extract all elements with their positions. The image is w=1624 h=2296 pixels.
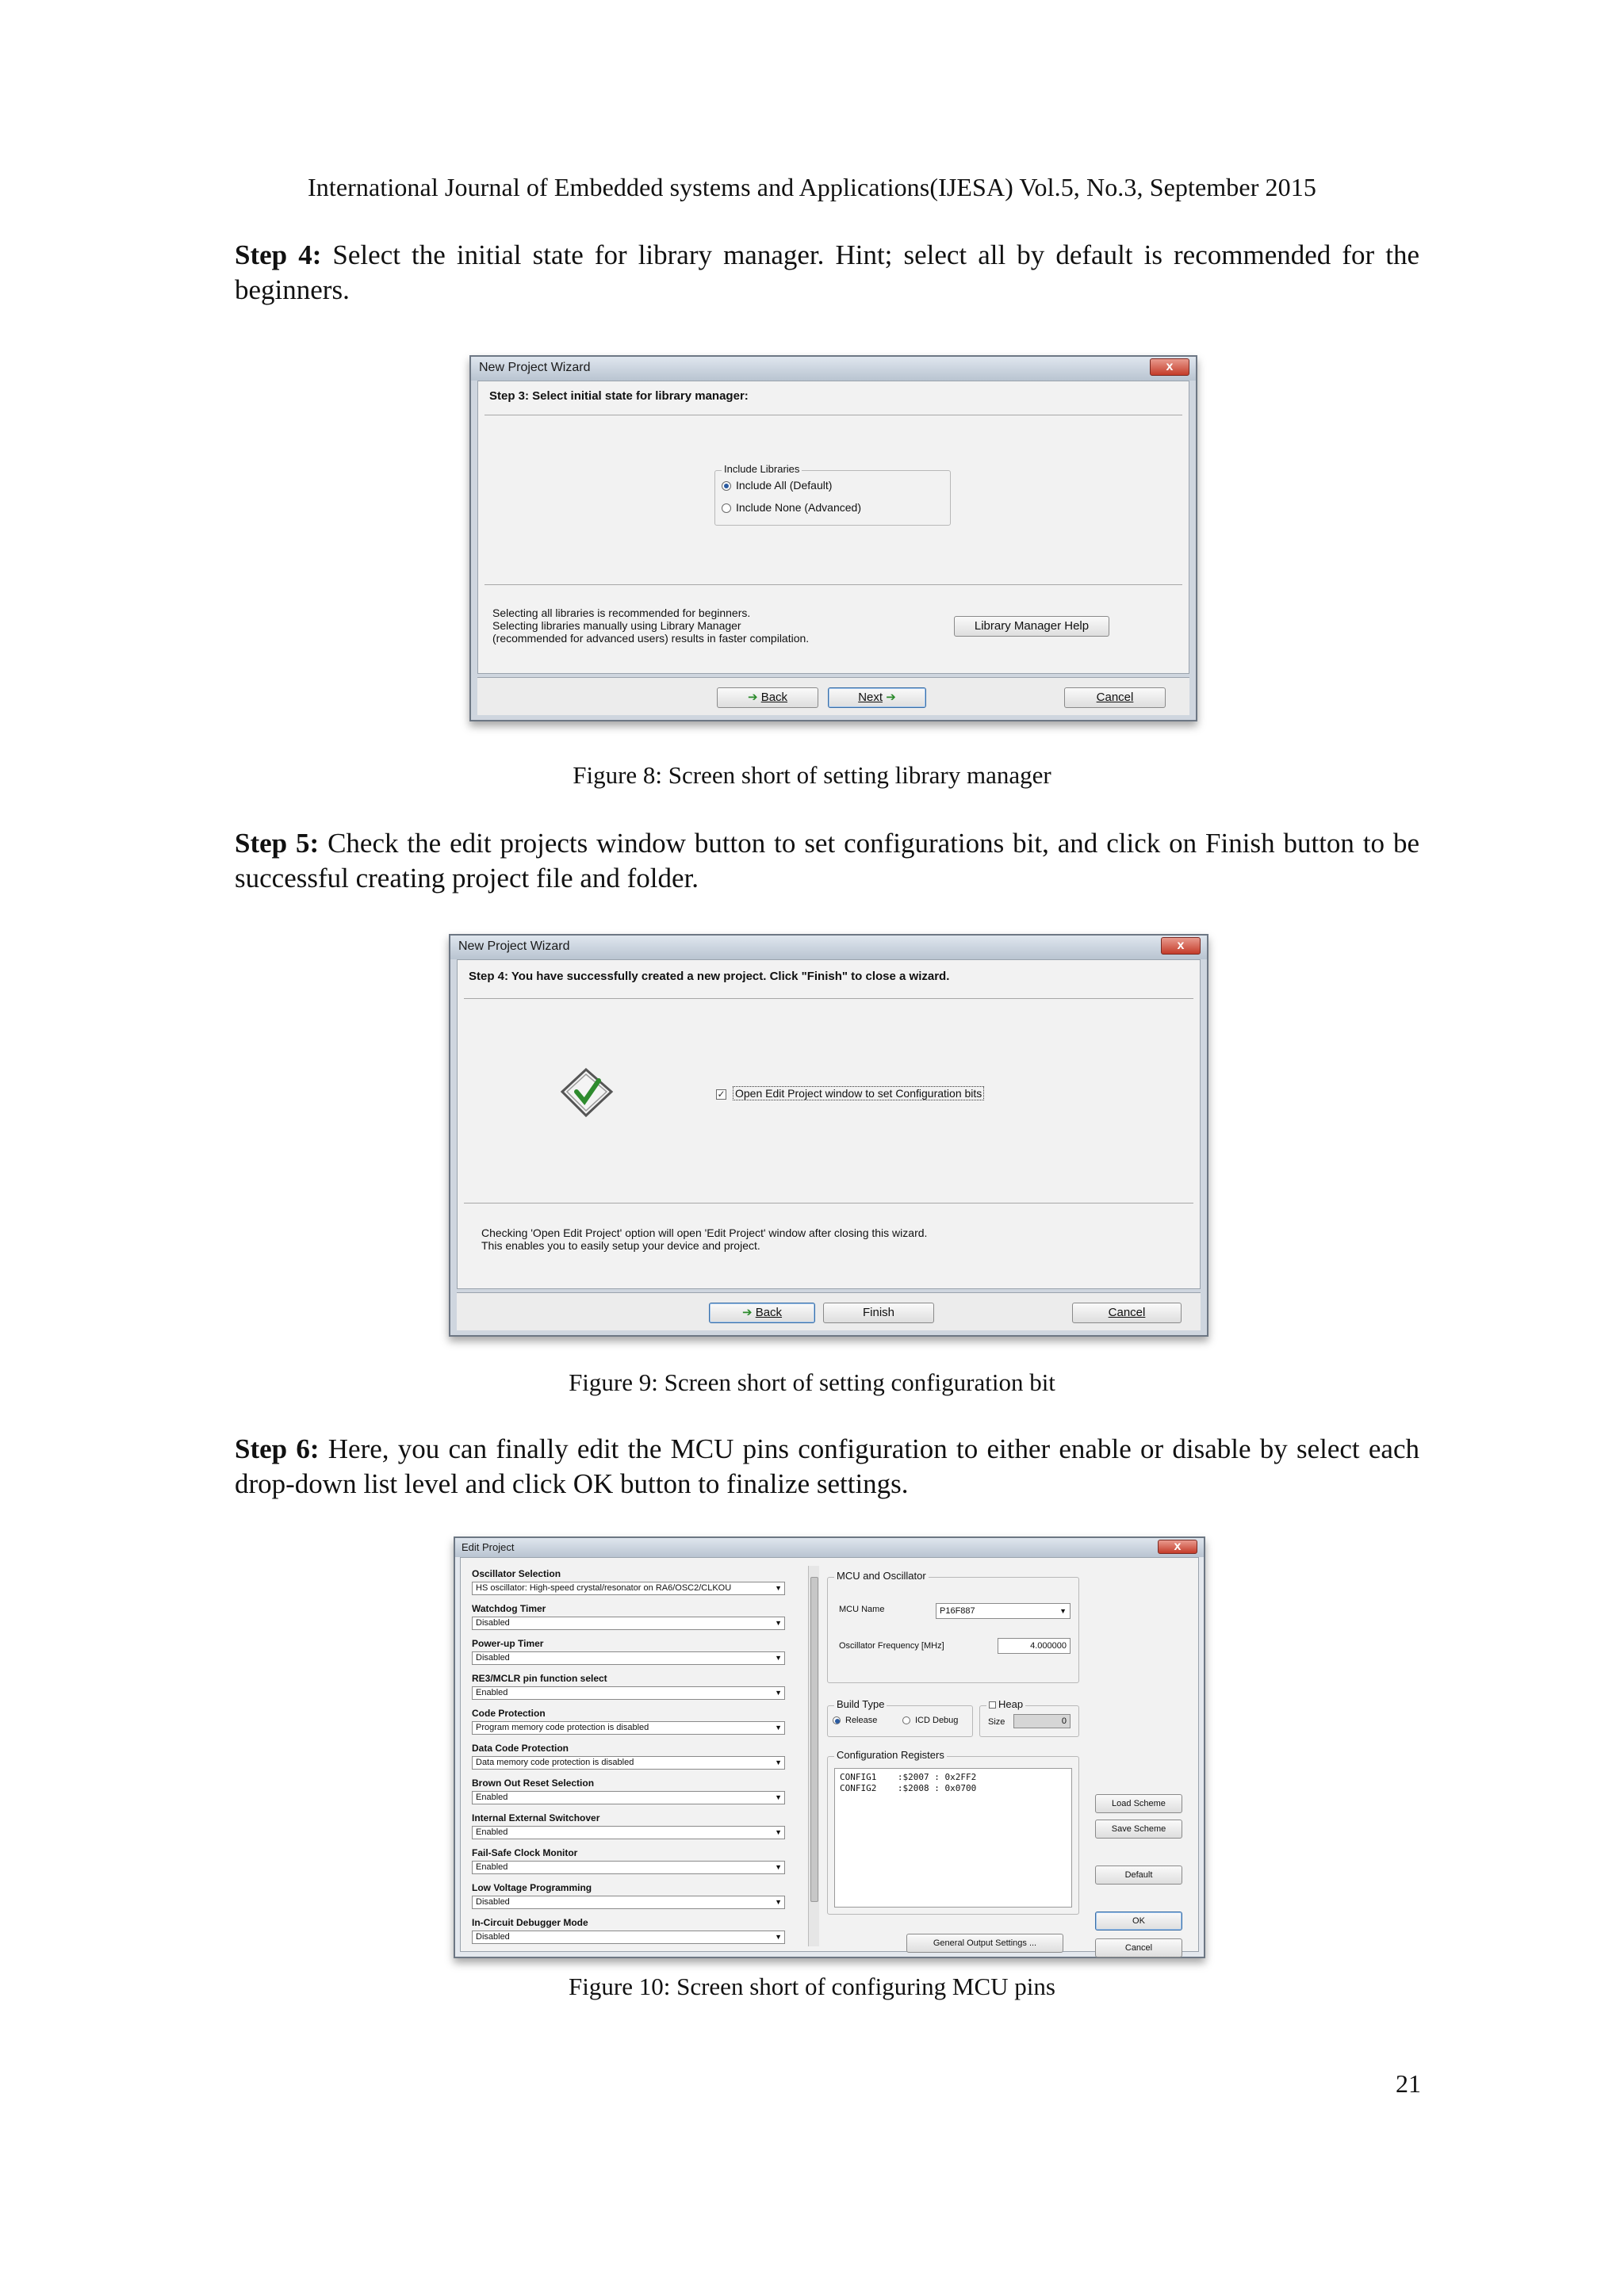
include-libraries-group [714,463,951,526]
dropdown-arrow-icon: ▼ [775,1933,782,1941]
fig10-close-button[interactable]: x [1158,1540,1197,1554]
dropdown-arrow-icon: ▼ [775,1689,782,1697]
fig9-title: New Project Wizard [458,939,570,953]
fig8-note [492,607,809,645]
dropdown-value: Disabled [476,1897,510,1907]
dropdown-arrow-icon: ▼ [775,1724,782,1732]
heap-group [979,1698,1079,1737]
config-register-line: CONFIG2 :$2008 : 0x0700 [840,1783,977,1793]
dropdown-value: Disabled [476,1618,510,1628]
fig10-client [460,1557,1199,1952]
fig8-bottom-divider [485,584,1182,585]
setting-dropdown[interactable] [472,1617,785,1630]
setting-dropdown[interactable] [472,1861,785,1874]
fig9-note-line: This enables you to easily setup your device and project. [481,1239,760,1252]
dropdown-value: Disabled [476,1653,510,1663]
dropdown-value: Enabled [476,1827,508,1837]
setting-label: Internal External Switchover [472,1812,600,1823]
next-button[interactable] [828,687,926,708]
dropdown-arrow-icon: ▼ [775,1619,782,1627]
setting-label: Data Code Protection [472,1743,569,1754]
fig8-client [477,381,1189,674]
dropdown-arrow-icon: ▼ [775,1898,782,1906]
dropdown-value: Enabled [476,1688,508,1697]
finish-button[interactable]: Finish [823,1303,934,1323]
setting-dropdown[interactable] [472,1756,785,1770]
figure9-window [449,934,1208,1337]
setting-mclr [472,1670,803,1705]
fig8-close-button[interactable]: x [1150,358,1189,376]
dropdown-arrow-icon: ▼ [775,1654,782,1662]
heap-checkbox-icon[interactable] [989,1701,996,1709]
setting-label: Code Protection [472,1708,546,1719]
checkbox-checked-icon: ✓ [717,1088,726,1100]
fig8-note-line: Selecting libraries manually using Library Manager [492,619,741,632]
setting-label: Oscillator Selection [472,1568,561,1579]
default-button[interactable]: Default [1095,1866,1182,1885]
fig8-titlebar [471,357,1196,381]
setting-code-protection [472,1705,803,1740]
figure10-caption: Figure 10: Screen short of configuring MCU pins [569,1973,1055,2000]
setting-label: Power-up Timer [472,1638,544,1649]
setting-powerup [472,1636,803,1670]
setting-switchover [472,1810,803,1845]
dropdown-value: Enabled [476,1793,508,1802]
include-all-option[interactable] [722,479,832,492]
step4-label: Step 4: [235,239,322,270]
setting-dropdown[interactable] [472,1582,785,1595]
setting-dropdown[interactable] [472,1721,785,1735]
release-option[interactable] [833,1716,877,1725]
include-all-label: Include All (Default) [736,479,833,492]
setting-label: Brown Out Reset Selection [472,1777,595,1789]
page-number: 21 [1396,2069,1421,2098]
build-type-legend: Build Type [834,1698,887,1710]
configuration-registers-list[interactable] [834,1768,1072,1908]
fig9-button-bar [457,1292,1201,1330]
back-button[interactable] [717,687,818,708]
open-edit-project-option[interactable] [716,1087,984,1100]
heap-legend [986,1698,1025,1710]
load-scheme-button[interactable]: Load Scheme [1095,1794,1182,1813]
setting-fail-safe [472,1845,803,1880]
osc-frequency-input[interactable]: 4.000000 [998,1638,1071,1654]
include-none-option[interactable] [722,501,861,514]
heap-size-input[interactable]: 0 [1013,1714,1071,1728]
scrollbar-thumb[interactable] [810,1577,818,1902]
release-radio-icon [833,1716,841,1724]
setting-watchdog [472,1601,803,1636]
build-type-group [827,1698,973,1737]
step6-paragraph [235,1432,1419,1502]
figure9-caption: Figure 9: Screen short of setting configuration bit [569,1368,1055,1396]
mcu-name-select[interactable] [936,1603,1071,1619]
figure10-window [454,1536,1205,1958]
cancel-label: Cancel [1108,1306,1146,1319]
config-register-line: CONFIG1 :$2007 : 0x2FF2 [840,1772,977,1782]
fig8-note-line: Selecting all libraries is recommended for beginners. [492,607,751,619]
setting-dropdown[interactable] [472,1686,785,1700]
general-output-settings-button[interactable]: General Output Settings ... [906,1934,1063,1953]
setting-dropdown[interactable] [472,1826,785,1839]
setting-brown-out [472,1775,803,1810]
cancel-button[interactable] [1072,1303,1182,1323]
dropdown-arrow-icon: ▼ [775,1793,782,1801]
ok-button[interactable]: OK [1095,1911,1182,1931]
osc-frequency-label: Oscillator Frequency [MHz] [839,1641,944,1651]
mcu-oscillator-group [827,1570,1079,1683]
fig9-note-line: Checking 'Open Edit Project' option will open 'Edit Project' window after closing this wizard. [481,1226,928,1239]
next-arrow-icon: ➔ [886,691,896,704]
fig9-titlebar [450,936,1207,959]
configuration-registers-legend: Configuration Registers [834,1749,947,1761]
fig9-note [481,1226,927,1252]
fig10-titlebar [455,1538,1204,1557]
setting-oscillator [472,1566,803,1601]
setting-dropdown[interactable] [472,1896,785,1909]
release-label: Release [845,1716,878,1725]
open-edit-project-label: Open Edit Project window to set Configuration bits [733,1086,984,1100]
next-label: Next [858,691,883,704]
setting-label: Fail-Safe Clock Monitor [472,1847,578,1858]
dropdown-arrow-icon: ▼ [775,1863,782,1871]
config-settings-list [472,1566,803,1950]
mcu-name-label: MCU Name [839,1605,885,1614]
size-label: Size [988,1717,1005,1727]
setting-dropdown[interactable] [472,1651,785,1665]
fig9-step-title: Step 4: You have successfully created a new project. Click "Finish" to close a wizard. [469,970,950,983]
fig8-title: New Project Wizard [479,361,591,374]
fig8-note-line: (recommended for advanced users) results in faster compilation. [492,632,810,645]
include-none-radio-icon [722,503,731,513]
dropdown-value: HS oscillator: High-speed crystal/resonator on RA6/OSC2/CLKOU [476,1583,732,1593]
dropdown-value: Data memory code protection is disabled [476,1758,634,1767]
back-label: Back [760,691,788,704]
dropdown-value: Disabled [476,1932,510,1942]
cancel-button[interactable] [1064,687,1166,708]
back-label: Back [755,1306,783,1319]
library-manager-help-button[interactable]: Library Manager Help [954,616,1109,637]
icd-debug-radio-icon [902,1716,910,1724]
dropdown-value: Enabled [476,1862,508,1872]
fig8-step-title: Step 3: Select initial state for library manager: [489,389,749,403]
setting-icd-mode [472,1915,803,1950]
step5-text: Check the edit projects window button to set configurations bit, and click on Finish button to be successful creating project file and folder. [235,828,1419,894]
figure8-caption: Figure 8: Screen short of setting library manager [573,761,1051,789]
setting-data-code-protection [472,1740,803,1775]
step5-paragraph [235,826,1419,896]
back-button[interactable] [709,1303,815,1323]
dropdown-arrow-icon: ▼ [1059,1607,1067,1615]
cancel-button[interactable]: Cancel [1095,1938,1182,1957]
mcu-oscillator-legend: MCU and Oscillator [834,1570,929,1582]
configuration-registers-group [827,1749,1079,1915]
setting-dropdown[interactable] [472,1791,785,1804]
back-arrow-icon: ➔ [741,1306,753,1319]
fig10-title: Edit Project [462,1541,515,1553]
journal-header: International Journal of Embedded systems and Applications(IJESA) Vol.5, No.3, September 2015 [308,173,1316,201]
step6-text: Here, you can finally edit the MCU pins configuration to either enable or disable by select each drop-down list level and click OK button to finalize settings. [235,1433,1420,1499]
setting-label: Low Voltage Programming [472,1882,592,1893]
mcu-name-value: P16F887 [940,1606,975,1616]
setting-label: RE3/MCLR pin function select [472,1673,607,1684]
heap-label: Heap [998,1698,1024,1710]
step4-text: Select the initial state for library manager. Hint; select all by default is recommended for the beginners. [235,239,1419,305]
back-arrow-icon: ➔ [747,691,758,704]
fig9-top-divider [464,998,1193,999]
save-scheme-button[interactable]: Save Scheme [1095,1820,1182,1839]
settings-scrollbar[interactable] [808,1566,819,1946]
dropdown-arrow-icon: ▼ [775,1828,782,1836]
setting-label: In-Circuit Debugger Mode [472,1917,588,1928]
dropdown-arrow-icon: ▼ [775,1584,782,1592]
cancel-label: Cancel [1096,691,1134,704]
dropdown-value: Program memory code protection is disabled [476,1723,649,1732]
step5-label: Step 5: [235,828,320,859]
icd-debug-option[interactable] [902,1716,958,1725]
fig8-button-bar [477,677,1189,715]
include-libraries-legend: Include Libraries [722,463,802,475]
fig9-close-button[interactable]: x [1161,937,1201,955]
wizard-done-icon [554,1060,618,1123]
setting-label: Watchdog Timer [472,1603,546,1614]
icd-debug-label: ICD Debug [915,1716,959,1725]
dropdown-arrow-icon: ▼ [775,1758,782,1766]
include-all-radio-icon [722,481,731,491]
figure8-window [469,355,1197,721]
setting-low-voltage [472,1880,803,1915]
step4-paragraph [235,238,1419,308]
fig9-client [457,959,1201,1289]
step6-label: Step 6: [235,1433,320,1464]
setting-dropdown[interactable] [472,1931,785,1944]
include-none-label: Include None (Advanced) [736,501,861,514]
